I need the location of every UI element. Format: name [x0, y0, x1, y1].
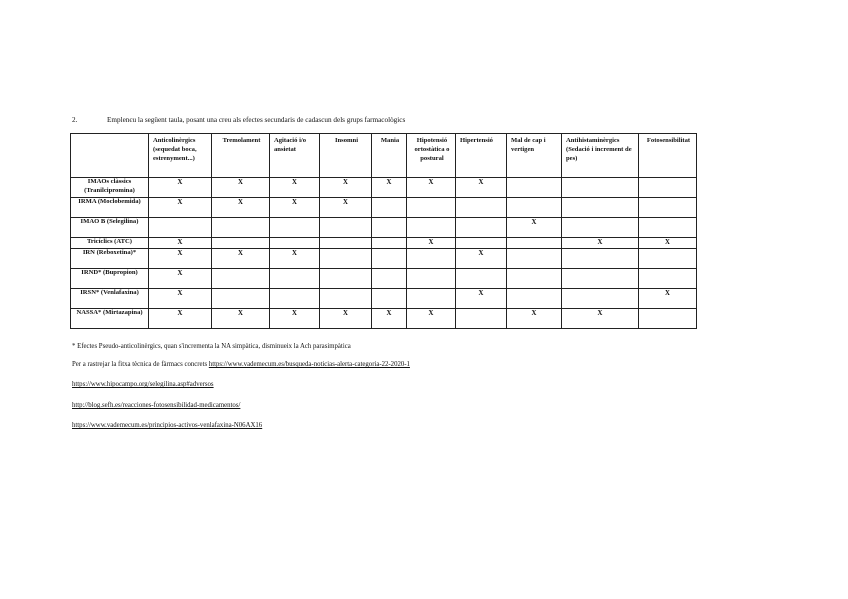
reference-line [72, 422, 262, 429]
mark-cell [456, 198, 507, 218]
mark-cell: X [372, 178, 407, 198]
reference-line [72, 381, 214, 388]
mark-cell [507, 269, 562, 289]
mark-cell [372, 289, 407, 309]
mark-cell [212, 269, 270, 289]
question-text: Emplenєu la següent taula, posant una creu als efectes secundaris de cadascun dels grups farmacològics [107, 116, 406, 124]
header-cell: Anticolinèrgics (sequedat boca, estrenyment...) [149, 134, 212, 178]
mark-cell [212, 289, 270, 309]
table-row [71, 198, 697, 218]
mark-cell [320, 238, 372, 249]
mark-cell [270, 238, 320, 249]
table-row [71, 309, 697, 329]
mark-cell [562, 269, 639, 289]
row-header-cell: IMAOs clàssics (Tranilcipromina) [71, 178, 149, 198]
table-row [71, 269, 697, 289]
mark-cell: X [456, 178, 507, 198]
reference-link[interactable]: https://www.vademecum.es/busqueda-noticias-alerta-categoria-22-2020-1 [208, 361, 410, 368]
mark-cell [212, 218, 270, 238]
reference-link[interactable]: https://www.hipocampo.org/selegilina.asp#adversos [72, 381, 214, 388]
row-header-cell: IRND* (Bupropion) [71, 269, 149, 289]
mark-cell [149, 218, 212, 238]
mark-cell: X [149, 289, 212, 309]
reference-line [72, 402, 240, 409]
mark-cell [407, 289, 456, 309]
table-body [71, 178, 697, 329]
mark-cell [372, 269, 407, 289]
row-header-cell: Tricíclics (ATC) [71, 238, 149, 249]
mark-cell: X [562, 309, 639, 329]
mark-cell [320, 218, 372, 238]
mark-cell: X [372, 309, 407, 329]
question-number: 2. [72, 116, 78, 124]
header-cell: Agitació i/o ansietat [270, 134, 320, 178]
reference-link[interactable]: http://blog.sefh.es/reacciones-fotosensibilidad-medicamentos/ [72, 402, 241, 409]
reference-line [72, 361, 410, 368]
mark-cell: X [149, 198, 212, 218]
row-header-cell: IRMA (Moclobemida) [71, 198, 149, 218]
table-row [71, 238, 697, 249]
mark-cell [212, 238, 270, 249]
table-header-row [71, 134, 697, 178]
mark-cell: X [320, 178, 372, 198]
side-effects-table [70, 133, 697, 329]
mark-cell: X [456, 249, 507, 269]
header-cell: Mania [372, 134, 407, 178]
mark-cell [270, 269, 320, 289]
mark-cell [320, 249, 372, 269]
mark-cell: X [149, 269, 212, 289]
row-header-cell: IRN (Reboxetina)* [71, 249, 149, 269]
row-header-cell: IMAO B (Selegilina) [71, 218, 149, 238]
mark-cell [507, 178, 562, 198]
mark-cell [270, 218, 320, 238]
mark-cell [507, 198, 562, 218]
mark-cell [639, 218, 697, 238]
reference-intro: Per a rastrejar la fitxa tècnica de fàrmacs concrets [72, 361, 208, 368]
mark-cell: X [456, 289, 507, 309]
mark-cell: X [212, 249, 270, 269]
reference-link[interactable]: https://www.vademecum.es/principios-activos-venlafaxina-N06AX16 [72, 422, 263, 429]
row-header-cell: NASSA* (Mirtazapina) [71, 309, 149, 329]
mark-cell: X [149, 309, 212, 329]
mark-cell: X [149, 238, 212, 249]
mark-cell [456, 269, 507, 289]
footnote: * Efectes Pseudo-anticolinèrgics, quan s'incrementa la NA simpàtica, disminueix la Ach parasimpàtica [72, 343, 351, 350]
corner-cell [71, 134, 149, 178]
mark-cell [320, 269, 372, 289]
mark-cell: X [212, 309, 270, 329]
mark-cell [507, 249, 562, 269]
header-cell: Hipertensió [456, 134, 507, 178]
mark-cell [407, 218, 456, 238]
mark-cell [407, 198, 456, 218]
mark-cell [562, 218, 639, 238]
mark-cell: X [270, 198, 320, 218]
mark-cell [562, 289, 639, 309]
mark-cell [639, 178, 697, 198]
mark-cell [639, 198, 697, 218]
mark-cell [456, 218, 507, 238]
table-row [71, 218, 697, 238]
mark-cell: X [270, 309, 320, 329]
mark-cell: X [320, 198, 372, 218]
header-cell: Antihistaminèrgics (Sedació i increment de pes) [562, 134, 639, 178]
mark-cell: X [407, 309, 456, 329]
table-row [71, 178, 697, 198]
table-row [71, 249, 697, 269]
mark-cell [407, 269, 456, 289]
mark-cell: X [507, 218, 562, 238]
mark-cell [562, 198, 639, 218]
table-row [71, 289, 697, 309]
mark-cell: X [320, 309, 372, 329]
mark-cell: X [639, 238, 697, 249]
mark-cell [639, 309, 697, 329]
header-cell: Fotosensibilitat [639, 134, 697, 178]
mark-cell: X [407, 178, 456, 198]
mark-cell: X [149, 178, 212, 198]
mark-cell: X [639, 289, 697, 309]
mark-cell [562, 178, 639, 198]
mark-cell: X [149, 249, 212, 269]
header-cell: Hipotensió ortostàtica o postural [407, 134, 456, 178]
mark-cell [456, 238, 507, 249]
mark-cell [372, 218, 407, 238]
mark-cell: X [407, 238, 456, 249]
mark-cell [639, 269, 697, 289]
mark-cell [407, 249, 456, 269]
mark-cell [372, 238, 407, 249]
header-cell: Tremolament [212, 134, 270, 178]
mark-cell: X [212, 178, 270, 198]
mark-cell [507, 238, 562, 249]
mark-cell [456, 309, 507, 329]
mark-cell [270, 289, 320, 309]
header-cell: Mal de cap i vertigen [507, 134, 562, 178]
mark-cell [372, 198, 407, 218]
mark-cell [639, 249, 697, 269]
mark-cell [372, 249, 407, 269]
mark-cell: X [212, 198, 270, 218]
row-header-cell: IRSN* (Venlafaxina) [71, 289, 149, 309]
mark-cell: X [507, 309, 562, 329]
mark-cell [320, 289, 372, 309]
mark-cell: X [562, 238, 639, 249]
mark-cell: X [270, 178, 320, 198]
mark-cell [507, 289, 562, 309]
mark-cell [562, 249, 639, 269]
mark-cell: X [270, 249, 320, 269]
header-cell: Insomni [320, 134, 372, 178]
